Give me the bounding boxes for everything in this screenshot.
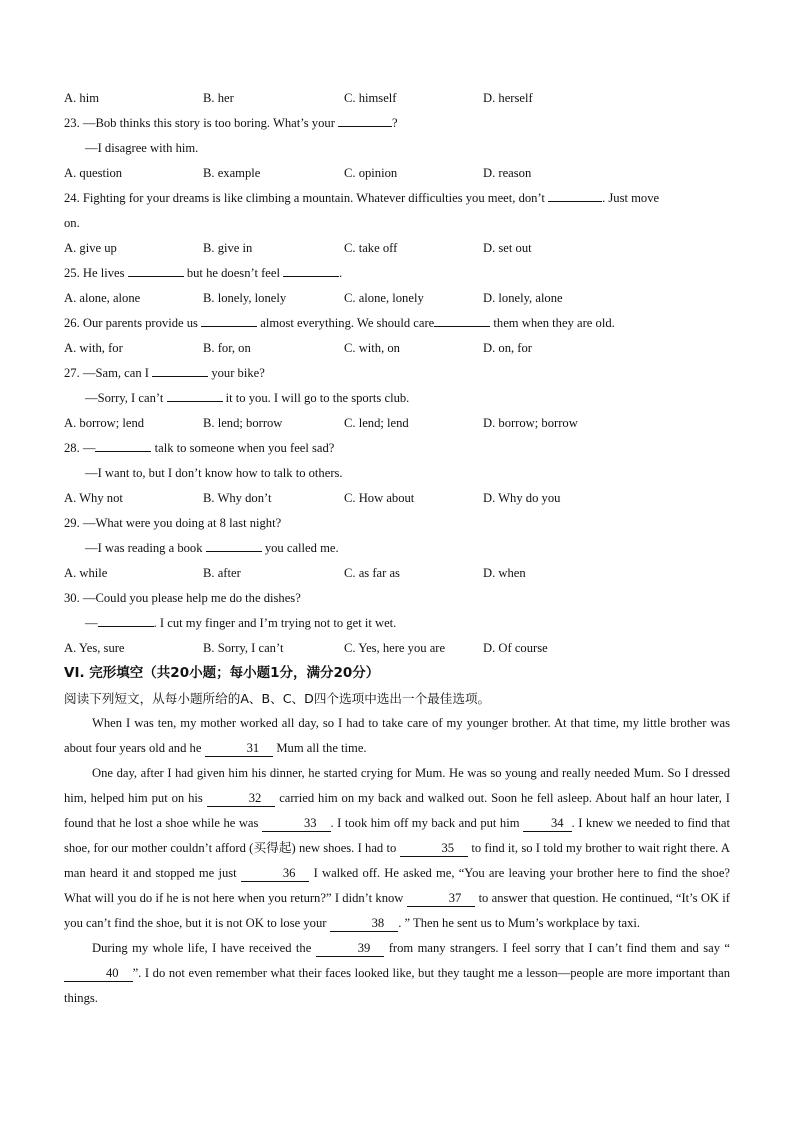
q28-options xyxy=(64,486,730,511)
question-24-line2: on. xyxy=(64,216,80,230)
question-tail: them when they are old. xyxy=(493,316,615,330)
question-24 xyxy=(64,186,730,211)
option-b[interactable]: B. lend; borrow xyxy=(203,416,283,430)
question-tail: . Just move xyxy=(602,191,660,205)
answer-blank xyxy=(167,401,223,402)
passage-text: from many strangers. I feel sorry that I can’t find them and say “ xyxy=(388,941,730,955)
question-mid: almost everything. We should care xyxy=(260,316,435,330)
blank-37: 37 xyxy=(407,891,476,907)
question-30: 30. —Could you please help me do the dishes? xyxy=(64,591,301,605)
blank-31: 31 xyxy=(205,741,274,757)
question-tail: your bike? xyxy=(211,366,265,380)
option-b[interactable]: B. example xyxy=(203,166,261,180)
option-a[interactable]: A. Yes, sure xyxy=(64,641,125,655)
q26-options xyxy=(64,336,730,361)
question-29: 29. —What were you doing at 8 last night? xyxy=(64,516,282,530)
option-d[interactable]: D. borrow; borrow xyxy=(483,416,578,430)
passage-text: carried him on my back and walked out. Soon he fell asleep. About half an hour later, I found that he lost a shoe while he was xyxy=(64,791,730,830)
question-stem: 27. —Sam, can I xyxy=(64,366,149,380)
question-tail: . xyxy=(339,266,343,280)
option-b[interactable]: B. give in xyxy=(203,241,253,255)
option-c[interactable]: C. alone, lonely xyxy=(344,291,424,305)
option-d[interactable]: D. when xyxy=(483,566,526,580)
option-a[interactable]: A. question xyxy=(64,166,123,180)
question-tail: ? xyxy=(392,116,398,130)
option-d[interactable]: D. herself xyxy=(483,91,533,105)
q25-options xyxy=(64,286,730,311)
question-26 xyxy=(64,311,730,336)
blank-40: 40 xyxy=(64,966,133,982)
option-a[interactable]: A. him xyxy=(64,91,99,105)
option-a[interactable]: A. borrow; lend xyxy=(64,416,145,430)
question-stem: 25. He lives xyxy=(64,266,125,280)
reply-line xyxy=(64,386,730,411)
question-tail: talk to someone when you feel sad? xyxy=(154,441,335,455)
option-d[interactable]: D. Why do you xyxy=(483,491,561,505)
reply-text: —Sorry, I can’t xyxy=(85,391,164,405)
passage-text: I walked off. He asked me, “You are leaving your brother here to find the shoe? What will you do if he is not here when you return?” I didn’t know xyxy=(64,866,731,905)
question-stem: 28. — xyxy=(64,441,96,455)
question-28 xyxy=(64,436,730,461)
section-instruction: 阅读下列短文，从每小题所给的A、B、C、D四个选项中选出一个最佳选项。 xyxy=(64,691,491,706)
answer-blank xyxy=(152,376,208,377)
option-c[interactable]: C. take off xyxy=(344,241,398,255)
option-b[interactable]: B. Why don’t xyxy=(203,491,272,505)
q29-options xyxy=(64,561,730,586)
reply-line xyxy=(64,536,730,561)
option-b[interactable]: B. her xyxy=(203,91,234,105)
option-a[interactable]: A. Why not xyxy=(64,491,123,505)
answer-blank xyxy=(338,126,392,127)
blank-32: 32 xyxy=(207,791,276,807)
option-b[interactable]: B. for, on xyxy=(203,341,251,355)
option-d[interactable]: D. on, for xyxy=(483,341,532,355)
question-stem: 24. Fighting for your dreams is like climbing a mountain. Whatever difficulties you meet, don’t xyxy=(64,191,545,205)
option-c[interactable]: C. opinion xyxy=(344,166,398,180)
question-stem: 23. —Bob thinks this story is too boring. What’s your xyxy=(64,116,335,130)
q24-options xyxy=(64,236,730,261)
passage-paragraph-3 xyxy=(64,936,730,1011)
blank-39: 39 xyxy=(316,941,385,957)
reply-tail: you called me. xyxy=(264,541,339,555)
question-23 xyxy=(64,111,730,136)
answer-blank xyxy=(434,326,490,327)
passage-text: . I took him off my back and put him xyxy=(330,816,520,830)
option-d[interactable]: D. lonely, alone xyxy=(483,291,563,305)
question-27 xyxy=(64,361,730,386)
q27-options xyxy=(64,411,730,436)
q23-options xyxy=(64,161,730,186)
answer-blank xyxy=(201,326,257,327)
option-d[interactable]: D. Of course xyxy=(483,641,548,655)
blank-34: 34 xyxy=(523,816,572,832)
option-c[interactable]: C. lend; lend xyxy=(344,416,409,430)
option-c[interactable]: C. with, on xyxy=(344,341,400,355)
question-stem: 26. Our parents provide us xyxy=(64,316,198,330)
option-d[interactable]: D. reason xyxy=(483,166,532,180)
passage-text: One day, after I had given him his dinner, he started crying for Mum. He was so young and really needed Mum. So I dressed him, helped him put on his xyxy=(64,766,730,805)
reply-tail: it to you. I will go to the sports club. xyxy=(225,391,410,405)
option-c[interactable]: C. himself xyxy=(344,91,397,105)
blank-38: 38 xyxy=(330,916,399,932)
reply-line xyxy=(64,611,730,636)
option-a[interactable]: A. while xyxy=(64,566,108,580)
option-c[interactable]: C. How about xyxy=(344,491,415,505)
reply-line: —I want to, but I don’t know how to talk to others. xyxy=(85,466,343,480)
blank-35: 35 xyxy=(400,841,469,857)
passage-paragraph-2 xyxy=(64,761,730,936)
passage-text: ”. I do not even remember what their faces looked like, but they taught me a lesson—people are more important than things. xyxy=(64,966,730,1005)
question-25 xyxy=(64,261,730,286)
option-b[interactable]: B. lonely, lonely xyxy=(203,291,287,305)
passage-text: When I was ten, my mother worked all day, so I had to take care of my younger brother. At that time, my little brother was about four years old and he xyxy=(64,716,730,755)
passage-text: to find it, so I told my brother to wait right there. A man heard it and stopped me just xyxy=(64,841,730,880)
answer-blank xyxy=(206,551,262,552)
blank-33: 33 xyxy=(262,816,331,832)
passage-text: During my whole life, I have received the xyxy=(92,941,312,955)
reply-line: —I disagree with him. xyxy=(85,141,199,155)
passage-text: . ” Then he sent us to Mum’s workplace by taxi. xyxy=(398,916,641,930)
section-title: VI. 完形填空（共20小题；每小题1分，满分20分） xyxy=(64,665,380,681)
option-c[interactable]: C. as far as xyxy=(344,566,400,580)
option-b[interactable]: B. after xyxy=(203,566,241,580)
exam-page xyxy=(64,86,730,1011)
answer-blank xyxy=(98,626,154,627)
reply-text: — xyxy=(85,616,98,630)
answer-blank xyxy=(128,276,184,277)
passage-paragraph-1 xyxy=(64,711,730,761)
q22-options xyxy=(64,86,730,111)
passage-text: to answer that question. He continued, “It’s OK if you can’t find the shoe, but it is not OK to lose your xyxy=(64,891,730,930)
option-c[interactable]: C. Yes, here you are xyxy=(344,641,446,655)
option-a[interactable]: A. alone, alone xyxy=(64,291,141,305)
answer-blank xyxy=(548,201,602,202)
option-a[interactable]: A. with, for xyxy=(64,341,123,355)
question-mid: but he doesn’t feel xyxy=(186,266,280,280)
answer-blank xyxy=(283,276,339,277)
q30-options xyxy=(64,636,730,661)
reply-tail: . I cut my finger and I’m trying not to get it wet. xyxy=(153,616,397,630)
option-a[interactable]: A. give up xyxy=(64,241,117,255)
option-d[interactable]: D. set out xyxy=(483,241,532,255)
reply-text: —I was reading a book xyxy=(85,541,203,555)
option-b[interactable]: B. Sorry, I can’t xyxy=(203,641,284,655)
passage-text: . I knew we needed to find that shoe, for our mother couldn’t afford (买得起) new shoes. I had to xyxy=(64,816,730,855)
passage-text: Mum all the time. xyxy=(276,741,367,755)
blank-36: 36 xyxy=(241,866,310,882)
answer-blank xyxy=(95,451,151,452)
